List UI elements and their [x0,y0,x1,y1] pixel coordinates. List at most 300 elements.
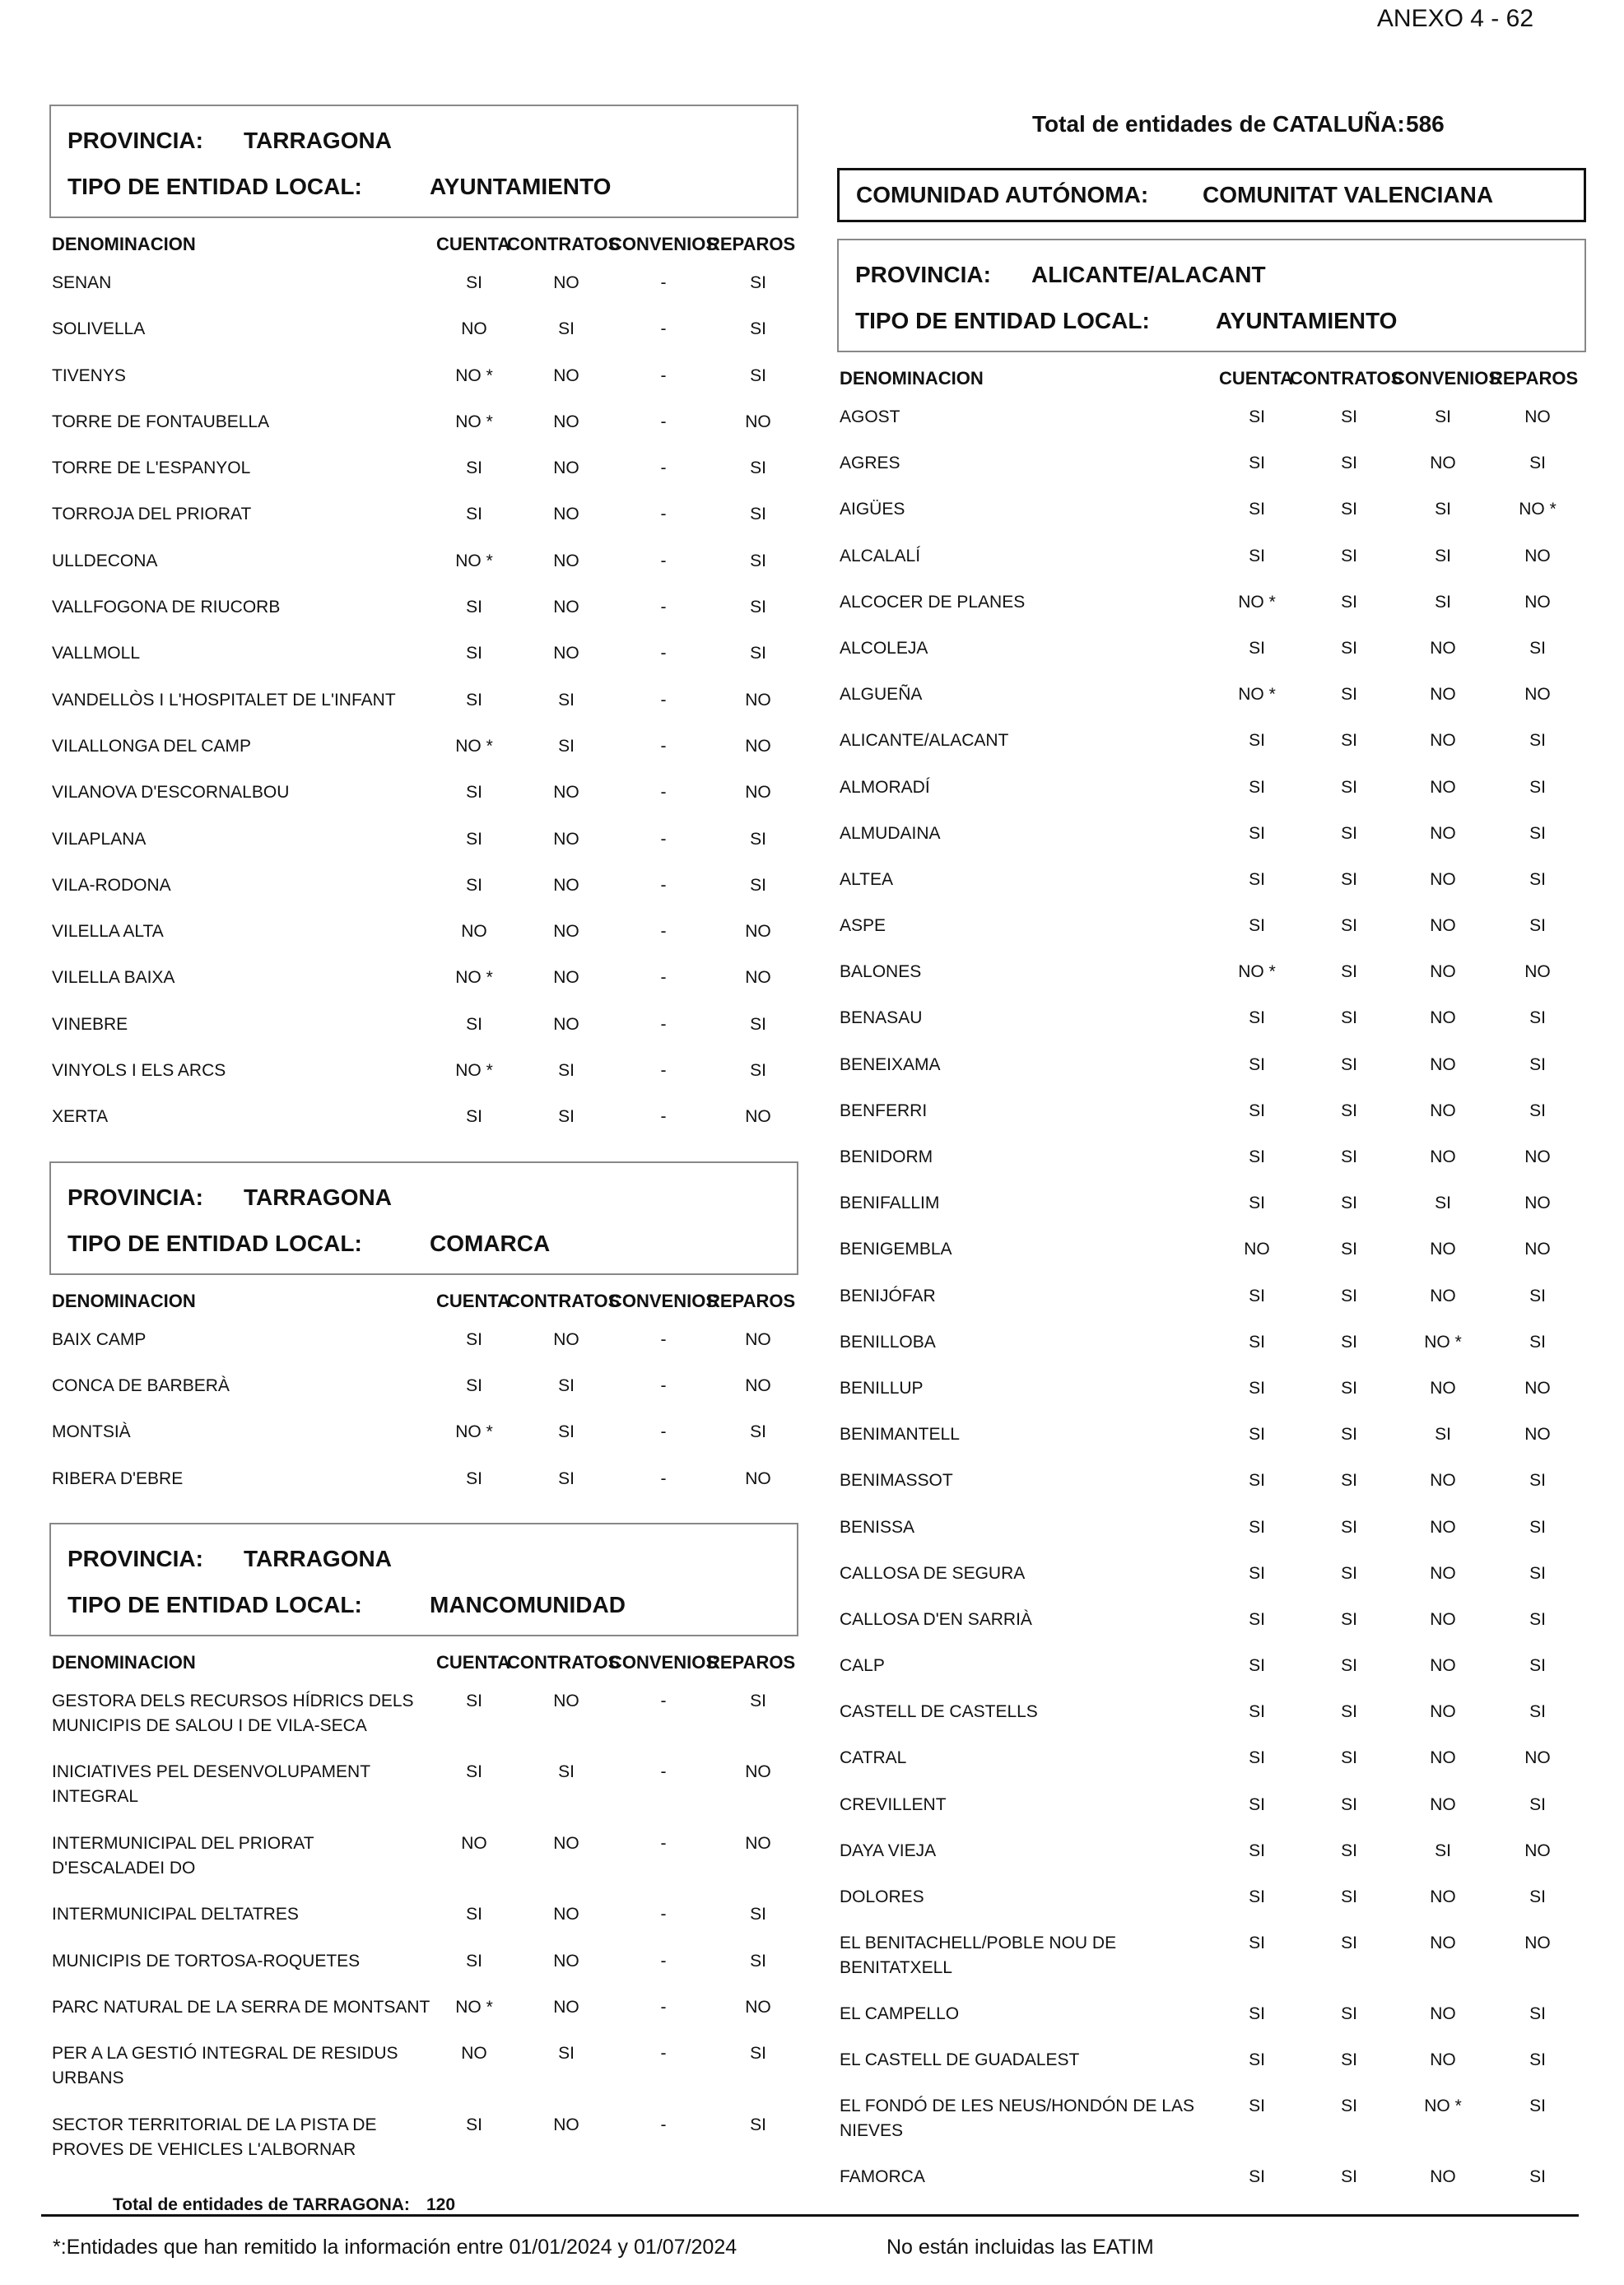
row-convenios: NO [1430,1471,1456,1491]
row-convenios: NO [1430,1748,1456,1768]
row-denominacion: GESTORA DELS RECURSOS HÍDRICS DELS [52,1691,414,1710]
header-convenios: CONVENIOS [609,234,719,254]
row-reparos: SI [1529,2097,1546,2116]
table-row [49,1420,798,1466]
row-contratos: SI [1341,2003,1357,2023]
row-convenios: NO [1430,1008,1456,1028]
row-contratos: SI [558,1061,575,1081]
row-contratos: SI [1341,407,1357,426]
row-denominacion: ALCOCER DE PLANES [840,592,1026,612]
total-tarragona-value: 120 [426,2195,456,2215]
row-reparos: SI [750,1014,766,1034]
row-contratos: SI [1341,2166,1357,2186]
row-reparos: SI [750,319,766,339]
header-reparos: REPAROS [1490,368,1579,389]
table-row [49,1902,798,1948]
tipo-entidad-row [67,1582,780,1628]
table-row [49,1012,798,1059]
row-cuenta: SI [466,1762,482,1782]
total-cataluna-value: 586 [1406,111,1445,137]
row-reparos: NO [1524,1934,1551,1953]
row-cuenta: NO * [455,551,493,570]
row-convenios: - [660,783,667,803]
row-cuenta: NO * [1238,962,1276,982]
row-reparos: SI [750,1422,766,1442]
row-convenios: NO [1430,1517,1456,1537]
row-contratos: NO [553,968,579,988]
tipo-entidad-label: TIPO DE ENTIDAD LOCAL: [67,1230,362,1256]
tipo-entidad-label: TIPO DE ENTIDAD LOCAL: [67,1591,362,1617]
row-contratos: SI [1341,638,1357,658]
row-reparos: SI [1529,869,1546,889]
row-contratos: NO [553,598,579,617]
row-denominacion: MUNICIPIS DE TORTOSA-ROQUETES [52,1951,361,1971]
row-cuenta: SI [1249,500,1265,519]
row-cuenta: SI [1249,1286,1265,1305]
row-cuenta: SI [1249,1378,1265,1398]
row-denominacion: VALLMOLL [52,644,140,663]
row-contratos: SI [1341,2050,1357,2069]
table-row [49,549,798,595]
row-cuenta: SI [466,505,482,524]
row-convenios: - [660,2044,667,2064]
tipo-entidad-value: AYUNTAMIENTO [430,174,612,199]
row-reparos: NO [1524,1748,1551,1768]
left-column [49,0,798,2228]
row-convenios: NO [1430,685,1456,705]
entity-type-box [837,239,1586,352]
table-row [837,2094,1586,2165]
row-cuenta: NO * [455,365,493,385]
row-denominacion: ASPE [840,916,886,936]
row-cuenta: SI [1249,1656,1265,1676]
row-contratos: SI [558,736,575,756]
table-row [49,1374,798,1420]
row-convenios: - [660,1422,667,1442]
entity-type-box [49,1523,798,1636]
header-contratos: CONTRATOS [507,234,621,254]
header-contratos: CONTRATOS [507,1651,621,1673]
row-denominacion: BENIFALLIM [840,1194,940,1213]
table-row [837,1422,1586,1468]
row-cuenta: SI [466,1329,482,1349]
row-reparos: SI [1529,638,1546,658]
row-contratos: SI [1341,454,1357,473]
table-row [49,734,798,780]
row-reparos: NO [745,1762,771,1782]
row-convenios: - [660,273,667,292]
table-row [837,728,1586,775]
table-row [49,317,798,363]
row-convenios: SI [1435,546,1451,565]
row-denominacion: EL BENITACHELL/POBLE NOU DE [840,1934,1117,1953]
row-reparos: NO * [1519,500,1557,519]
row-denominacion: VALLFOGONA DE RIUCORB [52,598,281,617]
row-cuenta: NO * [455,968,493,988]
row-reparos: SI [1529,454,1546,473]
header-convenios: CONVENIOS [609,1290,719,1311]
row-convenios: NO [1430,962,1456,982]
row-reparos: NO [745,968,771,988]
table-row [49,688,798,734]
row-contratos: SI [1341,685,1357,705]
row-reparos: NO [745,412,771,431]
table-row [49,364,798,410]
row-denominacion: VINYOLS I ELS ARCS [52,1061,226,1081]
row-contratos: SI [1341,1054,1357,1074]
row-cuenta: NO * [455,1422,493,1442]
tipo-entidad-row [67,1221,780,1267]
row-cuenta: NO * [455,1061,493,1081]
row-contratos: NO [553,875,579,895]
row-contratos: SI [1341,1008,1357,1028]
row-contratos: SI [1341,869,1357,889]
row-convenios: NO [1430,1240,1456,1259]
table-row [837,1700,1586,1746]
row-reparos: NO [1524,1841,1551,1860]
row-cuenta: SI [1249,1147,1265,1166]
row-cuenta: NO * [1238,685,1276,705]
row-cuenta: SI [1249,1101,1265,1120]
table-row [837,1053,1586,1099]
row-convenios: - [660,1997,667,2017]
row-denominacion: SENAN [52,273,112,292]
row-reparos: NO [1524,685,1551,705]
table-row [49,827,798,873]
table-row [837,2048,1586,2094]
row-reparos: SI [750,551,766,570]
row-reparos: SI [1529,1609,1546,1629]
row-contratos: SI [1341,1240,1357,1259]
row-cuenta: SI [1249,1194,1265,1213]
row-convenios: NO [1430,777,1456,797]
row-cuenta: SI [466,1107,482,1127]
row-cuenta: SI [1249,2097,1265,2116]
row-denominacion: BENIGEMBLA [840,1240,952,1259]
row-cuenta: SI [466,273,482,292]
row-reparos: NO [1524,592,1551,612]
row-contratos: SI [558,1422,575,1442]
row-reparos: NO [1524,1194,1551,1213]
table-row [49,1949,798,1995]
row-contratos: NO [553,1014,579,1034]
row-convenios: - [660,412,667,431]
row-contratos: SI [1341,1147,1357,1166]
comunidad-value: COMUNITAT VALENCIANA [1203,182,1494,207]
table-row [49,456,798,502]
row-denominacion: EL CASTELL DE GUADALEST [840,2050,1080,2069]
row-denominacion: BENIMASSOT [840,1471,953,1491]
row-convenios: NO [1430,1054,1456,1074]
row-cuenta: SI [1249,777,1265,797]
row-contratos: SI [1341,546,1357,565]
provincia-label: PROVINCIA: [67,128,203,153]
table-row [49,1831,798,1903]
row-convenios: NO [1430,1934,1456,1953]
row-convenios: SI [1435,500,1451,519]
row-cuenta: SI [1249,2050,1265,2069]
comunidad-autonoma-box [837,168,1586,222]
row-convenios: SI [1435,592,1451,612]
row-convenios: NO [1430,1656,1456,1676]
row-convenios: - [660,875,667,895]
row-convenios: - [660,922,667,942]
table-row [49,1467,798,1513]
row-denominacion: VANDELLÒS I L'HOSPITALET DE L'INFANT [52,690,396,710]
row-cuenta: NO [461,2044,487,2064]
row-reparos: SI [1529,1054,1546,1074]
footer-divider [41,2214,1579,2217]
table-header [49,1275,798,1328]
row-contratos: SI [1341,1794,1357,1814]
row-reparos: SI [1529,2166,1546,2186]
row-reparos: SI [1529,823,1546,843]
table-row [837,1330,1586,1376]
row-convenios: NO [1430,1702,1456,1722]
row-cuenta: SI [1249,1609,1265,1629]
row-contratos: SI [1341,1471,1357,1491]
row-contratos: NO [553,1905,579,1924]
row-contratos: SI [1341,1841,1357,1860]
table-row [837,1237,1586,1283]
row-cuenta: SI [1249,1702,1265,1722]
row-denominacion: SOLIVELLA [52,319,146,339]
row-denominacion: PER A LA GESTIÓ INTEGRAL DE RESIDUS [52,2044,398,2064]
row-denominacion: ALTEA [840,869,893,889]
row-convenios: NO [1430,1147,1456,1166]
row-convenios: NO [1430,916,1456,936]
row-reparos: SI [1529,1887,1546,1906]
row-cuenta: SI [466,2115,482,2134]
table-row [837,2002,1586,2048]
row-reparos: SI [1529,2003,1546,2023]
table-row [837,590,1586,636]
table-row [837,1515,1586,1561]
row-contratos: NO [553,1951,579,1971]
row-denominacion: ULLDECONA [52,551,158,570]
table-row [837,1376,1586,1422]
row-convenios: - [660,1833,667,1853]
row-convenios: - [660,598,667,617]
row-denominacion: VILANOVA D'ESCORNALBOU [52,783,290,803]
header-denominacion: DENOMINACION [840,368,984,389]
row-denominacion: BENIJÓFAR [840,1286,936,1305]
row-denominacion: AGOST [840,407,900,426]
table-row [49,271,798,317]
table-row [837,868,1586,914]
row-contratos: SI [558,319,575,339]
table-row [49,780,798,826]
header-cuenta: CUENTA [436,1290,511,1311]
row-convenios: NO [1430,1378,1456,1398]
row-denominacion: ALMUDAINA [840,823,941,843]
table-row [837,405,1586,451]
total-cataluna-label: Total de entidades de CATALUÑA: [1032,111,1405,137]
row-convenios: - [660,1762,667,1782]
row-cuenta: SI [1249,454,1265,473]
row-cuenta: NO * [455,736,493,756]
row-contratos: NO [553,1833,579,1853]
table-row [49,1995,798,2041]
row-contratos: NO [553,1329,579,1349]
row-denominacion: BENILLOBA [840,1332,936,1352]
row-cuenta: SI [466,458,482,478]
row-denominacion-line2: BENITATXELL [840,1958,952,1978]
row-convenios: - [660,644,667,663]
row-denominacion: CATRAL [840,1748,907,1768]
row-contratos: SI [1341,500,1357,519]
row-reparos: SI [750,829,766,849]
row-denominacion: ALCALALÍ [840,546,921,565]
table-row [49,1689,798,1761]
total-tarragona-label: Total de entidades de TARRAGONA: [113,2195,410,2215]
row-cuenta: SI [1249,638,1265,658]
row-cuenta: SI [466,875,482,895]
table-row [837,1793,1586,1839]
row-denominacion: FAMORCA [840,2166,925,2186]
row-cuenta: NO [1244,1240,1270,1259]
row-contratos: NO [553,458,579,478]
row-cuenta: NO [461,319,487,339]
row-denominacion-line2: URBANS [52,2069,124,2088]
row-denominacion: BENEIXAMA [840,1054,941,1074]
row-convenios: - [660,690,667,710]
row-cuenta: SI [466,1468,482,1488]
row-reparos: SI [750,1061,766,1081]
row-cuenta: SI [1249,1008,1265,1028]
row-reparos: SI [1529,731,1546,751]
row-convenios: - [660,1061,667,1081]
row-denominacion: CALLOSA D'EN SARRIÀ [840,1609,1032,1629]
provincia-label: PROVINCIA: [67,1545,203,1571]
row-reparos: NO [1524,962,1551,982]
row-reparos: NO [745,1375,771,1395]
provincia-value: TARRAGONA [244,1184,392,1210]
row-reparos: NO [745,783,771,803]
row-convenios: NO [1430,823,1456,843]
row-reparos: SI [1529,1332,1546,1352]
row-convenios: - [660,505,667,524]
row-convenios: NO [1430,1887,1456,1906]
row-cuenta: SI [1249,2003,1265,2023]
row-cuenta: SI [1249,1563,1265,1583]
row-contratos: SI [1341,823,1357,843]
header-denominacion: DENOMINACION [52,1290,196,1311]
row-reparos: NO [1524,1378,1551,1398]
row-reparos: SI [1529,777,1546,797]
row-denominacion: EL CAMPELLO [840,2003,960,2023]
row-reparos: SI [750,2044,766,2064]
row-reparos: NO [745,1997,771,2017]
row-contratos: NO [553,922,579,942]
row-contratos: SI [558,690,575,710]
row-contratos: SI [1341,962,1357,982]
row-denominacion: TIVENYS [52,365,126,385]
row-cuenta: SI [466,644,482,663]
header-convenios: CONVENIOS [609,1651,719,1673]
row-reparos: NO [1524,546,1551,565]
row-denominacion: XERTA [52,1107,109,1127]
row-cuenta: SI [1249,2166,1265,2186]
provincia-value: TARRAGONA [244,128,392,153]
row-denominacion: SECTOR TERRITORIAL DE LA PISTA DE [52,2115,377,2134]
row-reparos: SI [1529,2050,1546,2069]
row-cuenta: SI [466,690,482,710]
row-cuenta: NO * [455,412,493,431]
row-convenios: NO [1430,1609,1456,1629]
row-contratos: NO [553,1691,579,1710]
row-contratos: SI [1341,1378,1357,1398]
table-row [837,821,1586,868]
row-contratos: SI [1341,731,1357,751]
provincia-value: TARRAGONA [244,1545,392,1571]
header-contratos: CONTRATOS [1290,368,1403,389]
row-denominacion: BENFERRI [840,1101,928,1120]
row-reparos: SI [1529,1563,1546,1583]
total-cataluna [837,97,1586,151]
row-contratos: SI [558,1107,575,1127]
row-cuenta: SI [1249,1794,1265,1814]
row-reparos: NO [745,1107,771,1127]
row-cuenta: SI [1249,546,1265,565]
tipo-entidad-value: COMARCA [430,1230,551,1256]
table-row [49,1105,798,1151]
table-row [837,682,1586,728]
row-convenios: NO [1430,2003,1456,2023]
row-denominacion: INTERMUNICIPAL DEL PRIORAT [52,1833,314,1853]
table-row [837,960,1586,1006]
row-convenios: - [660,2115,667,2134]
row-cuenta: SI [1249,1517,1265,1537]
row-cuenta: SI [1249,1887,1265,1906]
row-convenios: NO [1430,454,1456,473]
row-denominacion-line2: PROVES DE VEHICLES L'ALBORNAR [52,2139,356,2159]
row-cuenta: SI [1249,1054,1265,1074]
row-reparos: NO [1524,1147,1551,1166]
row-convenios: - [660,1375,667,1395]
row-reparos: NO [1524,1425,1551,1445]
row-convenios: - [660,319,667,339]
row-convenios: SI [1435,407,1451,426]
row-convenios: NO * [1424,1332,1462,1352]
row-convenios: - [660,1468,667,1488]
row-denominacion-line2: NIEVES [840,2121,904,2141]
row-convenios: NO [1430,1794,1456,1814]
row-denominacion: VINEBRE [52,1014,128,1034]
row-contratos: SI [1341,916,1357,936]
row-reparos: SI [750,458,766,478]
table-row [837,1191,1586,1237]
row-denominacion: BENIDORM [840,1147,933,1166]
table-row [837,1608,1586,1654]
row-cuenta: NO [461,1833,487,1853]
table-header [837,352,1586,405]
comunidad-label: COMUNIDAD AUTÓNOMA: [856,182,1149,207]
table-row [837,497,1586,543]
row-convenios: NO * [1424,2097,1462,2116]
header-cuenta: CUENTA [436,234,511,254]
table-row [837,1468,1586,1515]
table-row [837,1839,1586,1885]
table-row [837,2165,1586,2211]
row-denominacion: AIGÜES [840,500,905,519]
table-header [49,1636,798,1689]
table-row [49,873,798,919]
header-denominacion: DENOMINACION [52,234,196,254]
row-contratos: NO [553,644,579,663]
table-row [49,2113,798,2185]
table-row [837,914,1586,960]
